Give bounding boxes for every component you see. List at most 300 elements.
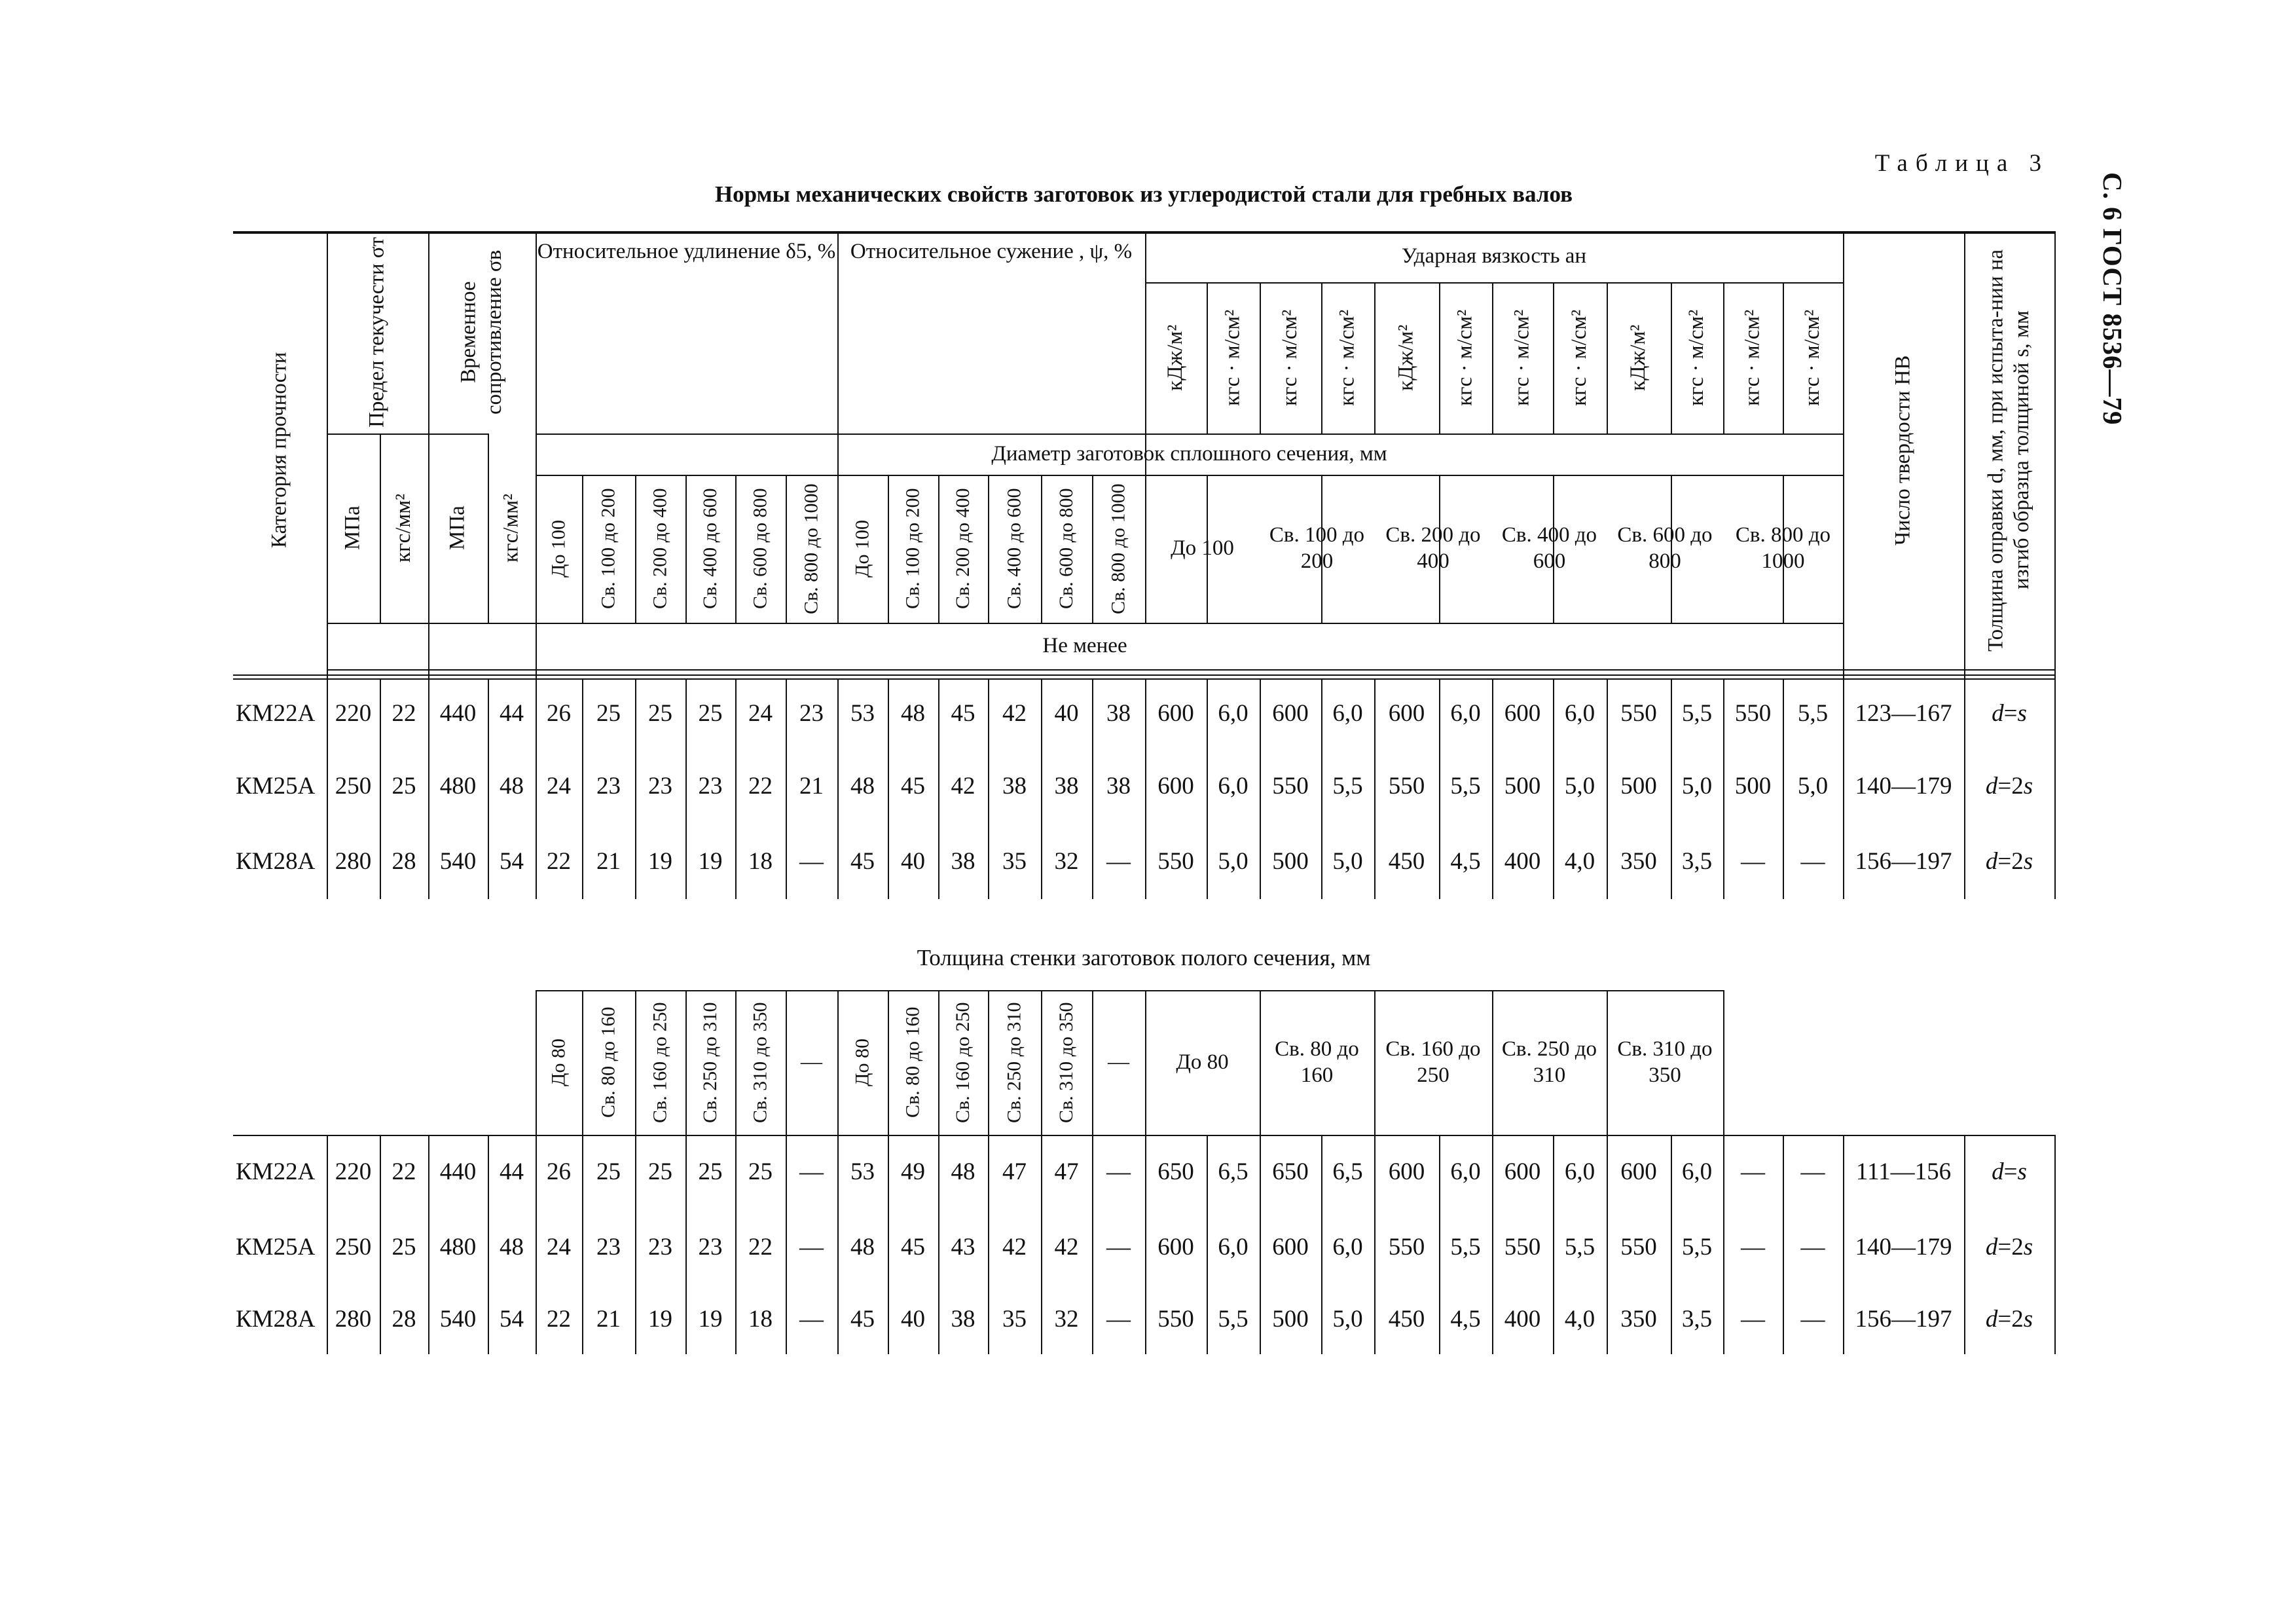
data-cell: 26 [547,1158,571,1186]
rule-line [1439,1135,1440,1354]
rule-line [1553,1135,1554,1354]
header-reduction: Относительное сужение , ψ, % [850,240,1133,263]
header-mandrel: Толщина оправки d, мм, при испыта-нии на изгиб образца толщиной s, мм [1984,249,2033,652]
data-cell: 600 [1504,1158,1541,1186]
header-min: Не менее [1042,633,1127,657]
data-cell: d = s [1992,1158,2027,1186]
rule-line [837,1135,839,1354]
data-cell: 550 [1620,1233,1657,1261]
rule-line [1783,1135,1784,1354]
data-cell: 5,0 [1564,773,1595,800]
rule-line [1607,679,1608,899]
data-cell: 650 [1272,1158,1309,1186]
range-reduction: До 100 [851,520,873,578]
data-cell: 38 [951,1305,975,1333]
rule-line [327,669,2054,671]
data-cell: 32 [1054,1305,1079,1333]
unit-kj: кгс · м/см² [1740,309,1764,407]
data-cell: 53 [850,1158,875,1186]
data-cell: 19 [648,1305,672,1333]
data-cell: 25 [648,699,672,727]
data-cell: 21 [596,848,621,876]
rule-line [685,1135,687,1354]
data-cell: 600 [1388,699,1425,727]
range-wall-impact: Св. 160 до 250 [1385,1037,1481,1087]
data-cell: — [1800,848,1825,876]
range-wall-elongation: Св. 250 до 310 [699,1002,721,1123]
rule-line [1092,679,1093,899]
data-cell: 6,0 [1332,699,1363,727]
data-cell: 48 [850,773,875,800]
rule-line [888,1135,889,1354]
data-cell: 25 [748,1158,773,1186]
data-cell: 26 [547,699,571,727]
range-reduction: Св. 200 до 400 [952,488,974,610]
rule-line [582,1135,583,1354]
data-cell: — [1106,848,1131,876]
row-category: КМ22А [236,699,316,727]
data-cell: 500 [1272,1305,1309,1333]
range-wall-impact: Св. 80 до 160 [1275,1037,1359,1087]
rule-line [786,679,787,899]
data-cell: 44 [500,699,524,727]
rule-line [536,679,537,899]
data-cell: 48 [901,699,925,727]
data-cell: 4,5 [1450,848,1481,876]
data-cell: 220 [335,699,372,727]
data-cell: d = 2 s [1985,773,2033,800]
rule-line [837,679,839,899]
data-cell: 6,5 [1218,1158,1248,1186]
range-impact: Св. 600 до 800 [1617,523,1713,573]
range-wall-elongation: До 80 [547,1039,570,1086]
rule-line [938,679,939,899]
data-cell: 32 [1054,848,1079,876]
data-cell: 6,0 [1681,1158,1713,1186]
data-cell: 42 [1002,699,1027,727]
row-category: КМ25А [236,1233,316,1261]
rule-line [1671,679,1672,899]
data-cell: 600 [1157,699,1194,727]
data-cell: 6,0 [1564,699,1595,727]
data-cell: 24 [748,699,773,727]
data-cell: 25 [596,699,621,727]
data-cell: 25 [596,1158,621,1186]
range-wall-reduction: Св. 310 до 350 [1055,1002,1077,1123]
rule-line [1321,679,1322,899]
data-cell: 23 [596,1233,621,1261]
data-cell: 49 [901,1158,925,1186]
rule-line [635,1135,636,1354]
data-cell: 54 [500,1305,524,1333]
rule-line [2054,1135,2056,1354]
data-cell: 550 [1157,1305,1194,1333]
rule-line [1260,679,1261,899]
rule-line [1671,1135,1672,1354]
data-cell: 38 [1002,773,1027,800]
range-impact: Св. 200 до 400 [1385,523,1481,573]
rule-line [233,674,2054,676]
range-wall-reduction: Св. 160 до 250 [952,1002,974,1123]
rule-line [1041,1135,1042,1354]
data-cell: 140—179 [1855,773,1952,800]
rule-line [582,679,583,899]
data-cell: 5,5 [1332,773,1363,800]
range-elongation: Св. 600 до 800 [749,488,771,610]
data-cell: 47 [1002,1158,1027,1186]
rule-line [1207,679,1208,899]
data-cell: 42 [951,773,975,800]
unit-kgf: кгс/мм² [392,493,416,563]
rule-line [1041,679,1042,899]
unit-kj: кДж/м² [1394,324,1418,392]
range-elongation: Св. 400 до 600 [699,488,721,610]
data-cell: 21 [596,1305,621,1333]
rule-line [1964,1135,1965,1354]
table-number: Таблица 3 [1874,150,2049,177]
rule-line [1092,1135,1093,1354]
data-cell: 25 [698,699,723,727]
data-cell: 550 [1734,699,1772,727]
rule-line [1964,679,1965,899]
rule-line [1321,1135,1322,1354]
data-cell: 5,5 [1681,699,1713,727]
data-cell: 25 [392,773,416,800]
range-wall-reduction: — [1108,1050,1129,1074]
rule-line [1723,679,1724,899]
data-cell: 550 [1388,773,1425,800]
rule-line [488,679,489,899]
data-cell: 600 [1620,1158,1657,1186]
data-cell: 48 [850,1233,875,1261]
data-cell: 5,5 [1450,773,1481,800]
data-cell: 22 [392,699,416,727]
data-cell: — [1800,1158,1825,1186]
range-wall-reduction: Св. 250 до 310 [1003,1002,1025,1123]
data-cell: — [1741,1158,1765,1186]
data-cell: 25 [392,1233,416,1261]
unit-kgfm: кгс · м/см² [1220,309,1245,407]
header-yield: Предел текучести σт [365,236,389,428]
data-cell: 540 [439,848,477,876]
data-cell: 480 [439,1233,477,1261]
data-cell: 18 [748,848,773,876]
data-cell: 550 [1620,699,1657,727]
data-cell: 400 [1504,1305,1541,1333]
data-cell: 19 [698,1305,723,1333]
data-cell: 22 [748,773,773,800]
rule-line [327,1135,328,1354]
data-cell: 40 [901,848,925,876]
data-cell: 500 [1734,773,1772,800]
data-cell: 19 [698,848,723,876]
data-cell: 480 [439,773,477,800]
rule-line [635,679,636,899]
data-cell: 6,0 [1218,1233,1248,1261]
header-impact: Ударная вязкость aн [1401,244,1587,268]
rule-line [735,679,737,899]
range-impact: Св. 100 до 200 [1269,523,1365,573]
data-cell: 400 [1504,848,1541,876]
rule-line [1260,1135,1261,1354]
range-wall-impact: Св. 250 до 310 [1501,1037,1597,1087]
data-cell: 4,0 [1564,848,1595,876]
data-cell: 48 [951,1158,975,1186]
data-cell: 45 [901,773,925,800]
range-wall-elongation: Св. 310 до 350 [749,1002,771,1123]
rule-line [1439,679,1440,899]
data-cell: 45 [951,699,975,727]
data-cell: 4,5 [1450,1305,1481,1333]
rule-line [380,1135,381,1354]
data-cell: 21 [799,773,824,800]
data-cell: — [1106,1233,1131,1261]
data-cell: 3,5 [1681,848,1713,876]
data-cell: 5,0 [1332,848,1363,876]
rule-line [428,1135,429,1354]
range-reduction: Св. 400 до 600 [1003,488,1025,610]
row-category: КМ28А [236,848,316,876]
data-cell: 5,5 [1564,1233,1595,1261]
rule-line [786,1135,787,1354]
unit-kgfm: кгс · м/см² [1685,309,1709,407]
data-cell: 22 [547,1305,571,1333]
header-diameter: Диаметр заготовок сплошного сечения, мм [991,441,1387,466]
data-cell: d = 2 s [1985,1233,2033,1261]
rule-line [1553,679,1554,899]
unit-kj: кДж/м² [1163,324,1188,392]
data-cell: 350 [1620,848,1657,876]
data-cell: 600 [1388,1158,1425,1186]
data-cell: 550 [1504,1233,1541,1261]
range-reduction: Св. 800 до 1000 [1107,483,1129,614]
data-cell: 250 [335,773,372,800]
rule-line [488,1135,489,1354]
data-cell: 22 [392,1158,416,1186]
data-cell: 18 [748,1305,773,1333]
range-wall-impact: Св. 310 до 350 [1617,1037,1713,1087]
rule-line [888,679,889,899]
unit-kgfm: кгс · м/см² [1567,309,1592,407]
data-cell: 25 [698,1158,723,1186]
rule-line [1492,1135,1493,1354]
data-cell: 23 [596,773,621,800]
range-reduction: Св. 100 до 200 [902,488,924,610]
range-impact: Св. 800 до 1000 [1735,523,1831,573]
unit-mpa: МПа [445,506,469,551]
data-cell: 45 [901,1233,925,1261]
data-cell: — [799,1158,824,1186]
data-cell: 550 [1272,773,1309,800]
rule-line [988,1135,989,1354]
data-cell: 123—167 [1855,699,1952,727]
data-cell: 111—156 [1855,1158,1952,1186]
range-impact: До 100 [1171,536,1234,561]
data-cell: 38 [1054,773,1079,800]
range-reduction: Св. 600 до 800 [1055,488,1077,610]
data-cell: 6,0 [1564,1158,1595,1186]
data-cell: 600 [1272,699,1309,727]
data-cell: 45 [850,848,875,876]
data-cell: — [1741,1233,1765,1261]
rule-line [988,679,989,899]
row-category: КМ25А [236,773,316,800]
data-cell: 53 [850,699,875,727]
data-cell: — [1106,1158,1131,1186]
range-wall-reduction: До 80 [851,1039,873,1086]
data-cell: 600 [1157,1233,1194,1261]
range-elongation: Св. 100 до 200 [597,488,619,610]
data-cell: 5,5 [1797,699,1829,727]
rule-line [1843,1135,1844,1354]
data-cell: d = 2 s [1985,848,2033,876]
data-cell: 500 [1620,773,1657,800]
data-cell: — [1800,1233,1825,1261]
range-wall-reduction: Св. 80 до 160 [902,1006,924,1118]
data-cell: 23 [698,773,723,800]
data-cell: 6,0 [1450,699,1481,727]
data-cell: 440 [439,1158,477,1186]
table-caption: Нормы механических свойств заготовок из углеродистой стали для гребных валов [714,181,1573,207]
unit-kgf: кгс/мм² [499,493,523,563]
data-cell: 440 [439,699,477,727]
header-tensile: Временное сопротивление σв [456,249,506,415]
row-category: КМ28А [236,1305,316,1333]
data-cell: 25 [648,1158,672,1186]
unit-mpa: МПа [340,506,365,551]
data-cell: 23 [799,699,824,727]
data-cell: 6,0 [1218,773,1248,800]
data-cell: 6,0 [1332,1233,1363,1261]
data-cell: 500 [1272,848,1309,876]
data-cell: 6,5 [1332,1158,1363,1186]
data-cell: 5,0 [1797,773,1829,800]
rule-line [380,679,381,899]
data-cell: 24 [547,1233,571,1261]
data-cell: 38 [1106,773,1131,800]
rule-line [1843,679,1844,899]
rule-line [1374,1135,1376,1354]
data-cell: 38 [1106,699,1131,727]
data-cell: — [1741,1305,1765,1333]
data-cell: 5,0 [1218,848,1248,876]
data-cell: 48 [500,1233,524,1261]
data-cell: 23 [648,1233,672,1261]
unit-kgfm: кгс · м/см² [1453,309,1477,407]
data-cell: — [1741,848,1765,876]
data-cell: 22 [547,848,571,876]
data-cell: 5,0 [1681,773,1713,800]
range-wall-impact: До 80 [1176,1050,1229,1074]
data-cell: 4,0 [1564,1305,1595,1333]
data-cell: 280 [335,1305,372,1333]
row-category: КМ22А [236,1158,316,1186]
data-cell: 19 [648,848,672,876]
range-elongation: Св. 800 до 1000 [800,483,822,614]
data-cell: 220 [335,1158,372,1186]
rule-line [2054,679,2056,899]
data-cell: 156—197 [1855,848,1952,876]
rule-line [2054,231,2056,679]
data-cell: 43 [951,1233,975,1261]
data-cell: 38 [951,848,975,876]
data-cell: 6,0 [1450,1158,1481,1186]
header-category: Категория прочности [267,352,291,549]
data-cell: 35 [1002,1305,1027,1333]
data-cell: 54 [500,848,524,876]
data-cell: 47 [1054,1158,1079,1186]
rule-line [1783,679,1784,899]
data-cell: 23 [648,773,672,800]
rule-line [735,1135,737,1354]
data-cell: 3,5 [1681,1305,1713,1333]
header-hardness: Число твердости НВ [1891,355,1915,545]
data-cell: — [799,1305,824,1333]
range-elongation: Св. 200 до 400 [649,488,671,610]
data-cell: 6,0 [1218,699,1248,727]
data-cell: 35 [1002,848,1027,876]
data-cell: — [799,1233,824,1261]
data-cell: 140—179 [1855,1233,1952,1261]
hollow-section-caption: Толщина стенки заготовок полого сечения, мм [917,945,1371,970]
data-cell: 350 [1620,1305,1657,1333]
range-elongation: До 100 [547,520,570,578]
data-cell: 550 [1388,1233,1425,1261]
data-cell: 48 [500,773,524,800]
rule-line [1723,990,1724,1135]
range-wall-elongation: — [801,1050,822,1074]
rule-line [1607,1135,1608,1354]
data-cell: — [799,848,824,876]
data-cell: 5,5 [1218,1305,1248,1333]
data-cell: 600 [1272,1233,1309,1261]
rule-line [938,1135,939,1354]
rule-line [1145,679,1146,899]
page-code: С. 6 ГОСТ 8536—79 [2098,172,2128,426]
range-impact: Св. 400 до 600 [1501,523,1597,573]
rule-line [1374,679,1376,899]
data-cell: 28 [392,1305,416,1333]
header-elongation: Относительное удлинение δ5, % [537,240,836,263]
unit-kgfm: кгс · м/см² [1800,309,1825,407]
range-wall-elongation: Св. 80 до 160 [597,1006,619,1118]
unit-kj: кгс · м/см² [1510,309,1534,407]
data-cell: 40 [901,1305,925,1333]
data-cell: 600 [1157,773,1194,800]
data-cell: — [1800,1305,1825,1333]
unit-kgfm: кгс · м/см² [1335,309,1359,407]
rule-line [1492,679,1493,899]
data-cell: 23 [698,1233,723,1261]
unit-kj: кДж/м² [1626,324,1650,392]
data-cell: 550 [1157,848,1194,876]
data-cell: 24 [547,773,571,800]
rule-line [685,679,687,899]
data-cell: 500 [1504,773,1541,800]
data-cell: — [1106,1305,1131,1333]
data-cell: 5,0 [1332,1305,1363,1333]
data-cell: 650 [1157,1158,1194,1186]
data-cell: 42 [1054,1233,1079,1261]
data-cell: 280 [335,848,372,876]
rule-line [327,679,328,899]
rule-line [1207,1135,1208,1354]
data-cell: 5,5 [1681,1233,1713,1261]
data-cell: 450 [1388,848,1425,876]
data-cell: 44 [500,1158,524,1186]
unit-kj: кгс · м/см² [1278,309,1302,407]
data-cell: 40 [1054,699,1079,727]
